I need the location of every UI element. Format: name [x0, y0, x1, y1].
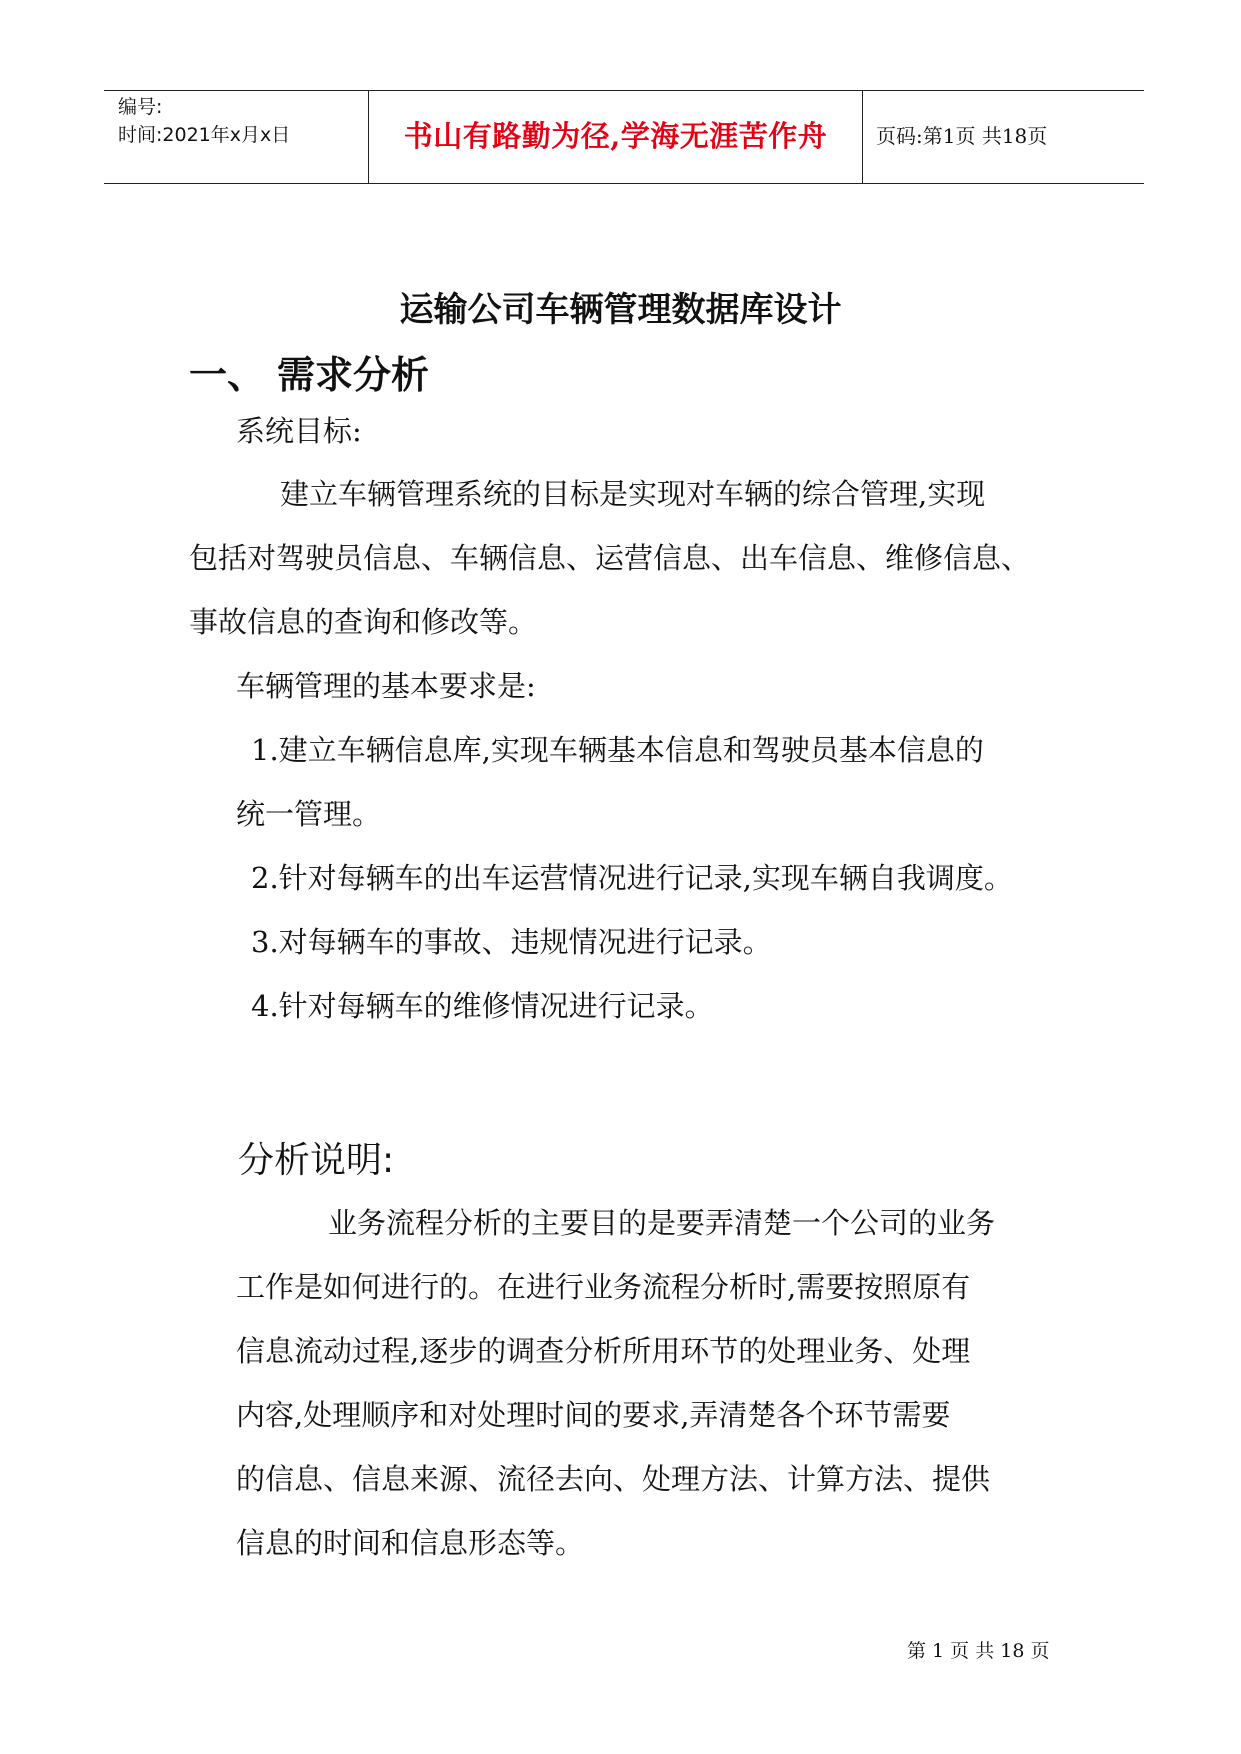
analysis-label: 分析说明: [238, 1140, 395, 1181]
requirement-line: 4.针对每辆车的维修情况进行记录。 [251, 989, 714, 1023]
paragraph-line: 建立车辆管理系统的目标是实现对车辆的综合管理,实现 [280, 477, 986, 511]
paragraph-line: 包括对驾驶员信息、车辆信息、运营信息、出车信息、维修信息、 [189, 541, 1031, 575]
header-left-cell [104, 91, 368, 183]
section-title: 需求分析 [277, 353, 430, 397]
analysis-line: 业务流程分析的主要目的是要弄清楚一个公司的业务 [328, 1206, 996, 1240]
document-time-label: 时间:2021年x月x日 [118, 124, 291, 146]
header-page-info: 页码:第1页 共18页 [876, 124, 1048, 148]
requirement-line: 2.针对每辆车的出车运营情况进行记录,实现车辆自我调度。 [251, 861, 1013, 895]
analysis-line: 的信息、信息来源、流径去向、处理方法、计算方法、提供 [236, 1462, 991, 1496]
analysis-line: 内容,处理顺序和对处理时间的要求,弄清楚各个环节需要 [236, 1398, 951, 1432]
section-heading [189, 350, 429, 400]
goal-label: 系统目标: [236, 414, 362, 448]
section-number: 一、 [189, 353, 266, 397]
header-motto-cell [368, 91, 863, 183]
header-right-cell [862, 91, 1144, 183]
document-number-label: 编号: [118, 96, 163, 118]
requirement-line: 1.建立车辆信息库,实现车辆基本信息和驾驶员基本信息的 [251, 733, 984, 767]
page-header [104, 90, 1144, 184]
document-title: 运输公司车辆管理数据库设计 [399, 290, 842, 330]
requirements-label: 车辆管理的基本要求是: [236, 669, 536, 703]
page-footer: 第 1 页 共 18 页 [907, 1640, 1050, 1662]
requirement-line: 3.对每辆车的事故、违规情况进行记录。 [251, 925, 772, 959]
requirement-line: 统一管理。 [236, 797, 382, 831]
analysis-line: 工作是如何进行的。在进行业务流程分析时,需要按照原有 [236, 1270, 971, 1304]
paragraph-line: 事故信息的查询和修改等。 [189, 605, 538, 639]
header-motto: 书山有路勤为径,学海无涯苦作舟 [403, 119, 828, 153]
analysis-line: 信息流动过程,逐步的调查分析所用环节的处理业务、处理 [236, 1334, 971, 1368]
analysis-line: 信息的时间和信息形态等。 [236, 1526, 585, 1560]
